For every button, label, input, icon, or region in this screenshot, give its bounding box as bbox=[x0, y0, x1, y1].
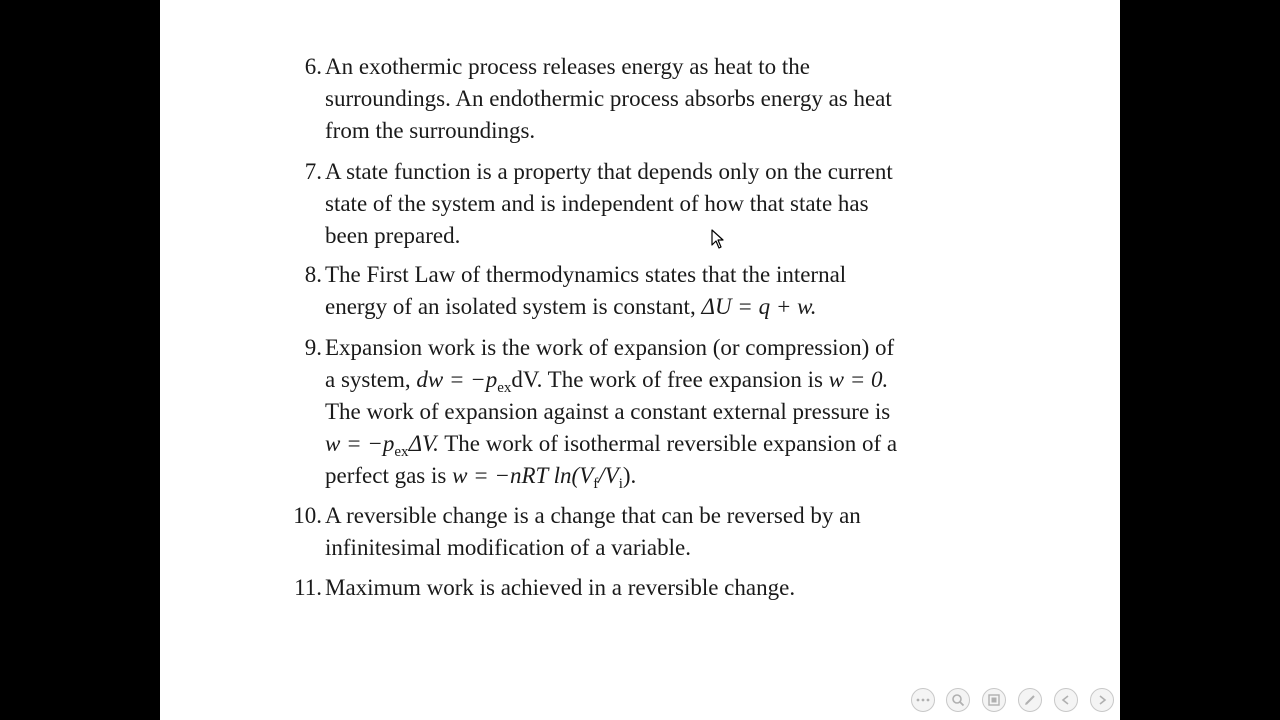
item-text: from the surroundings. bbox=[325, 118, 536, 143]
free-expansion-formula: w = 0. bbox=[828, 367, 889, 392]
item-text-with-formula bbox=[325, 463, 637, 492]
item-text: infinitesimal modification of a variable. bbox=[325, 535, 691, 560]
item-number: 6. bbox=[304, 54, 322, 79]
item-text-with-formula bbox=[325, 367, 889, 396]
item-text: surroundings. An endothermic process absorbs energy as heat bbox=[325, 86, 892, 111]
item-text: been prepared. bbox=[325, 223, 461, 248]
item-number: 11. bbox=[294, 575, 322, 600]
next-icon[interactable] bbox=[1090, 688, 1114, 712]
formula-tail: ΔV. bbox=[408, 431, 439, 456]
item-number: 10. bbox=[293, 503, 322, 528]
item-text: Maximum work is achieved in a reversible change. bbox=[325, 575, 796, 600]
item-text: The work of isothermal reversible expansion of a bbox=[444, 431, 898, 456]
dw-formula: dw = −p bbox=[416, 367, 498, 392]
item-text: A state function is a property that depends only on the current bbox=[325, 159, 893, 184]
item-text: energy of an isolated system is constant, bbox=[325, 294, 696, 319]
subscript: ex bbox=[497, 380, 512, 396]
pen-icon[interactable] bbox=[1018, 688, 1042, 712]
item-text: A reversible change is a change that can be reversed by an bbox=[325, 503, 861, 528]
item-text: Expansion work is the work of expansion (or compression) of bbox=[325, 335, 895, 360]
search-icon[interactable] bbox=[946, 688, 970, 712]
isothermal-formula: w = −nRT ln(V bbox=[452, 463, 594, 488]
previous-icon[interactable] bbox=[1054, 688, 1078, 712]
slide bbox=[160, 0, 1120, 720]
item-number: 9. bbox=[304, 335, 322, 360]
item-text-with-formula bbox=[325, 294, 817, 320]
item-text: dV. The work of free expansion is bbox=[511, 367, 823, 392]
subscript: i bbox=[618, 476, 623, 492]
item-text: An exothermic process releases energy as heat to the bbox=[325, 54, 810, 79]
item-text: The First Law of thermodynamics states that the internal bbox=[325, 262, 847, 287]
first-law-formula: ΔU = q + w. bbox=[701, 294, 817, 319]
more-icon[interactable] bbox=[911, 688, 935, 712]
slides-icon[interactable] bbox=[982, 688, 1006, 712]
constant-pressure-formula: w = −p bbox=[325, 431, 395, 456]
formula-mid: /V bbox=[598, 463, 619, 488]
item-text: a system, bbox=[325, 367, 411, 392]
item-text-with-formula bbox=[325, 431, 898, 460]
item-text: state of the system and is independent of how that state has bbox=[325, 191, 869, 216]
item-text: The work of expansion against a constant external pressure is bbox=[325, 399, 891, 424]
item-number: 7. bbox=[304, 159, 322, 184]
subscript: f bbox=[593, 476, 599, 492]
item-text: perfect gas is bbox=[325, 463, 447, 488]
subscript: ex bbox=[394, 444, 409, 460]
mouse-cursor-icon bbox=[711, 229, 725, 249]
item-number: 8. bbox=[304, 262, 322, 287]
formula-tail: ). bbox=[622, 463, 637, 488]
